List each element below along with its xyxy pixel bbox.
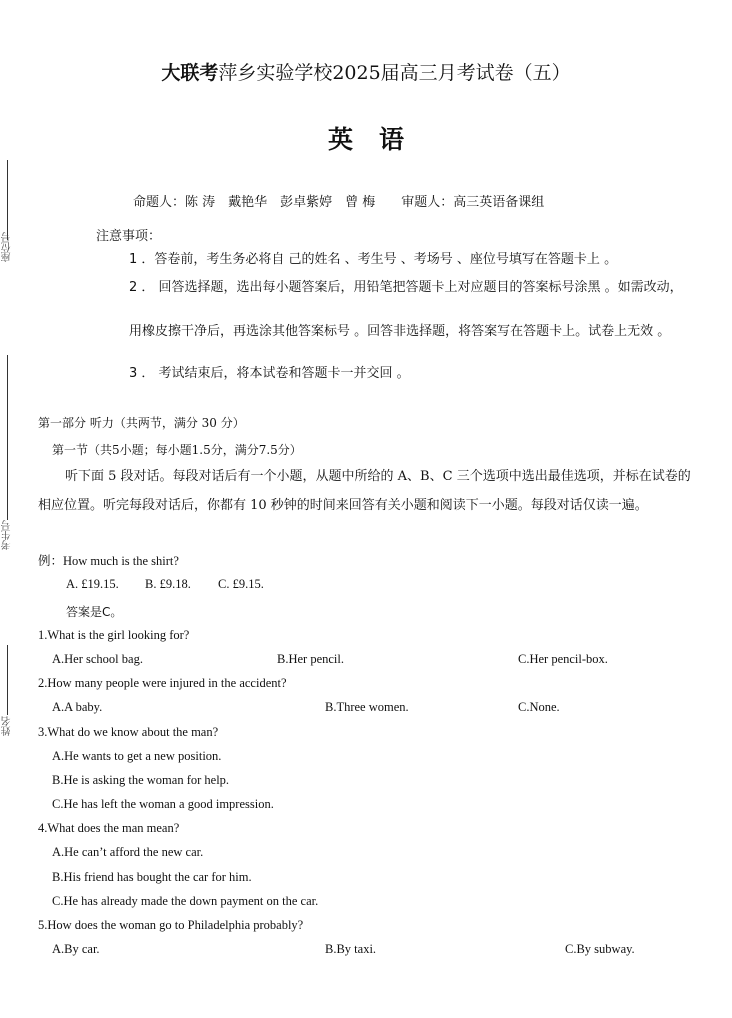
binding-line	[7, 355, 8, 520]
exam-number-label: 考生号	[2, 520, 13, 550]
notice-item-2b: 用橡皮擦干净后，再选涂其他答案标号 。回答非选择题，将答案写在答题卡上。试卷上无效 。	[129, 324, 671, 339]
subject-title: 英语	[327, 125, 430, 154]
example-option-c: C. £9.15.	[218, 577, 264, 591]
question-option: C.None.	[518, 700, 560, 714]
exam-title-rest: 萍乡实验学校2025届高三月考试卷（五）	[218, 62, 571, 84]
example-option-b: B. £9.18.	[145, 577, 191, 591]
section1-heading: 第一节（共5小题；每小题1.5分，满分7.5分）	[52, 443, 302, 457]
question-option: B.Her pencil.	[277, 652, 344, 666]
question-option: C.He has left the woman a good impression.	[52, 797, 274, 811]
seat-number-label: 座位号	[2, 232, 13, 262]
question-option: B.He is asking the woman for help.	[52, 773, 230, 787]
question-stem: 3.What do we know about the man?	[38, 725, 219, 739]
question-option: B.His friend has bought the car for him.	[52, 870, 252, 884]
part1-heading: 第一部分 听力（共两节，满分 30 分）	[38, 416, 245, 430]
question-option: C.He has already made the down payment on the car.	[52, 894, 319, 908]
question-option: C.Her pencil-box.	[518, 652, 608, 666]
question-option: A.A baby.	[52, 700, 103, 714]
notice-item-2a: 2 ． 回答选择题，选出每小题答案后，用铅笔把答题卡上对应题目的答案标号涂黑 。如需改动，	[129, 280, 683, 295]
example-option-a: A. £19.15.	[66, 577, 119, 591]
question-stem: 1.What is the girl looking for?	[38, 628, 190, 642]
question-option: A.He can’t afford the new car.	[52, 845, 204, 859]
question-stem: 4.What does the man mean?	[38, 821, 180, 835]
question-stem: 2.How many people were injured in the accident?	[38, 676, 287, 690]
question-stem: 5.How does the woman go to Philadelphia probably?	[38, 918, 304, 932]
question-option: A.By car.	[52, 942, 100, 956]
notice-heading: 注意事项：	[96, 229, 162, 244]
question-option: A.Her school bag.	[52, 652, 143, 666]
notice-item-3: 3 ． 考试结束后，将本试卷和答题卡一并交回 。	[129, 366, 410, 381]
exam-title-bold: 大联考	[161, 62, 219, 84]
binding-line	[7, 160, 8, 240]
question-option: B.Three women.	[325, 700, 409, 714]
exam-title	[0, 58, 732, 85]
example-answer: 答案是C。	[66, 605, 123, 619]
name-label: 姓名	[2, 716, 13, 736]
listening-instructions: 听下面 5 段对话。每段对话后有一个小题，从题中所给的 A、B、C 三个选项中选出最佳选项，并标在试卷的相应位置。听完每段对话后，你都有 10 秒钟的时间来回答有关小题和阅读下一小题。每段对话仅读一遍。	[38, 469, 691, 513]
example-question: 例：How much is the shirt?	[38, 554, 179, 568]
question-option: A.He wants to get a new position.	[52, 749, 222, 763]
notice-item-1: 1 ．答卷前，考生务必将自 己的姓名 、考生号 、考场号 、座位号填写在答题卡上 。	[129, 252, 618, 267]
authors-line: 命题人：陈 涛 戴艳华 彭卓紫婷 曾 梅 审题人：高三英语备课组	[133, 195, 545, 210]
question-option: C.By subway.	[565, 942, 635, 956]
binding-line	[7, 645, 8, 715]
question-option: B.By taxi.	[325, 942, 377, 956]
